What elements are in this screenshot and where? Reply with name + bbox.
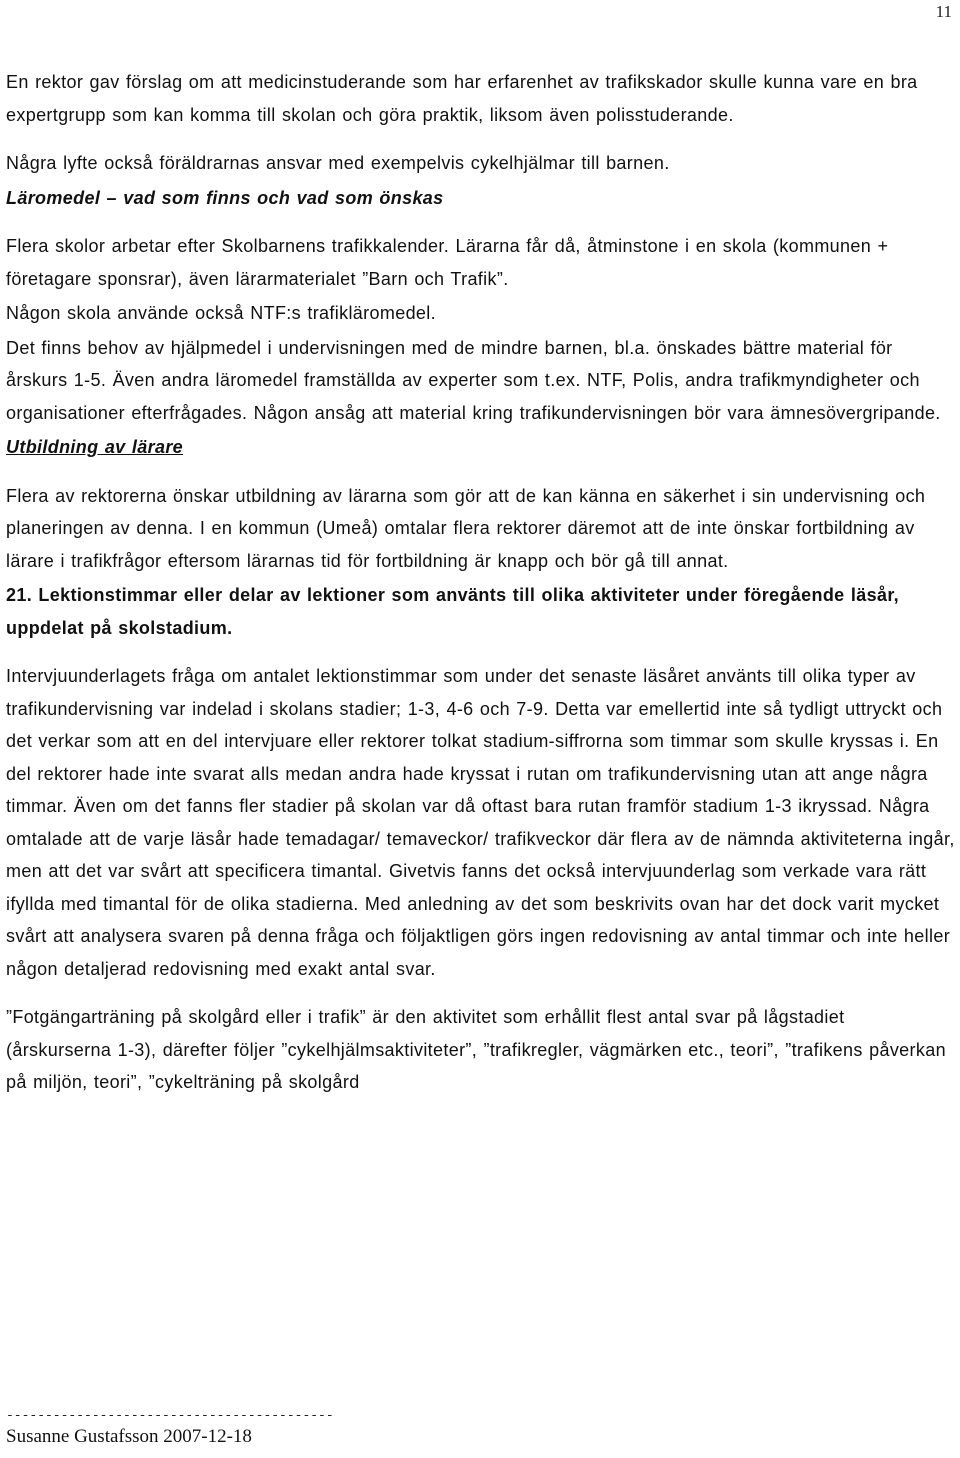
section-heading-laromedel: Läromedel – vad som finns och vad som önskas	[6, 187, 444, 208]
paragraph-ntf-laromedel: Någon skola använde också NTF:s trafikläromedel.	[6, 303, 436, 323]
page-number: 11	[935, 2, 952, 21]
paragraph-intervjuunderlag: Intervjuunderlagets fråga om antalet lektionstimmar som under det senaste läsåret använts till olika typer av trafikundervisning var indelad i skolans stadier; 1-3, 4-6 och 7-9. Detta var emellertid inte så tydligt uttryckt och det verkar som att en del intervjuare eller rektorer tolkat stadium-siffrorna som timmar som skulle kryssas i. En del rektorer hade inte svarat alls medan andra hade kryssat i rutan om trafikundervisning utan att ange några timmar. Även om det fanns fler stadier på skolan var då oftast bara rutan framför stadium 1-3 ikryssad. Några omtalade att de varje läsår hade temadagar/ temaveckor/ trafikveckor där flera av de nämnda aktiviteterna ingår, men att det var svårt att specificera timantal. Givetvis fanns det också intervjuunderlag som verkade vara rätt ifyllda med timantal för de olika stadierna. Med anledning av det som beskrivits ovan har det dock varit mycket svårt att analysera svaren på denna fråga och följaktligen görs ingen redovisning av antal timmar och inte heller någon detaljerad redovisning med exakt antal svar.	[6, 666, 955, 979]
paragraph-foraldraransvar: Några lyfte också föräldrarnas ansvar med exempelvis cykelhjälmar till barnen.	[6, 153, 670, 173]
paragraph-hjalpmedel: Det finns behov av hjälpmedel i undervisningen med de mindre barnen, bl.a. önskades bättre material för årskurs 1-5. Även andra läromedel framställda av experter som t.ex. NTF, Polis, andra trafikmyndigheter och organisationer efterfrågades. Någon ansåg att material kring trafikundervisningen bör vara ämnesövergripande.	[6, 337, 941, 423]
footer-rule: ------------------------------------------	[6, 1408, 334, 1423]
paragraph-trafikkalender: Flera skolor arbetar efter Skolbarnens trafikkalender. Lärarna får då, åtminstone i en skola (kommunen + företagare sponsrar), även lärarmaterialet ”Barn och Trafik”.	[6, 236, 889, 289]
document-body	[6, 66, 956, 1099]
footer-author-date: Susanne Gustafsson 2007-12-18	[6, 1426, 252, 1447]
paragraph-lararutbildning: Flera av rektorerna önskar utbildning av lärarna som gör att de kan känna en säkerhet i sin undervisning och planeringen av denna. I en kommun (Umeå) omtalar flera rektorer däremot att de inte önskar fortbildning av lärare i trafikfrågor eftersom lärarnas tid för fortbildning är knapp och bör gå till annat.	[6, 485, 926, 571]
paragraph-fotgangartraning: ”Fotgängarträning på skolgård eller i trafik” är den aktivitet som erhållit flest antal svar på lågstadiet (årskurserna 1-3), därefter följer ”cykelhjälmsaktiviteter”, ”trafikregler, vägmärken etc., teori”, ”trafikens påverkan på miljön, teori”, ”cykelträning på skolgård	[6, 1007, 946, 1092]
page-footer	[6, 1408, 606, 1450]
section-heading-utbildning: Utbildning av lärare	[6, 437, 184, 457]
section-heading-lektionstimmar: 21. Lektionstimmar eller delar av lektioner som använts till olika aktiviteter under föregående läsår, uppdelat på skolstadium.	[6, 585, 900, 638]
paragraph-medicinstuderande: En rektor gav förslag om att medicinstuderande som har erfarenhet av trafikskador skulle kunna vare en bra expertgrupp som kan komma till skolan och göra praktik, liksom även polisstuderande.	[6, 72, 918, 125]
